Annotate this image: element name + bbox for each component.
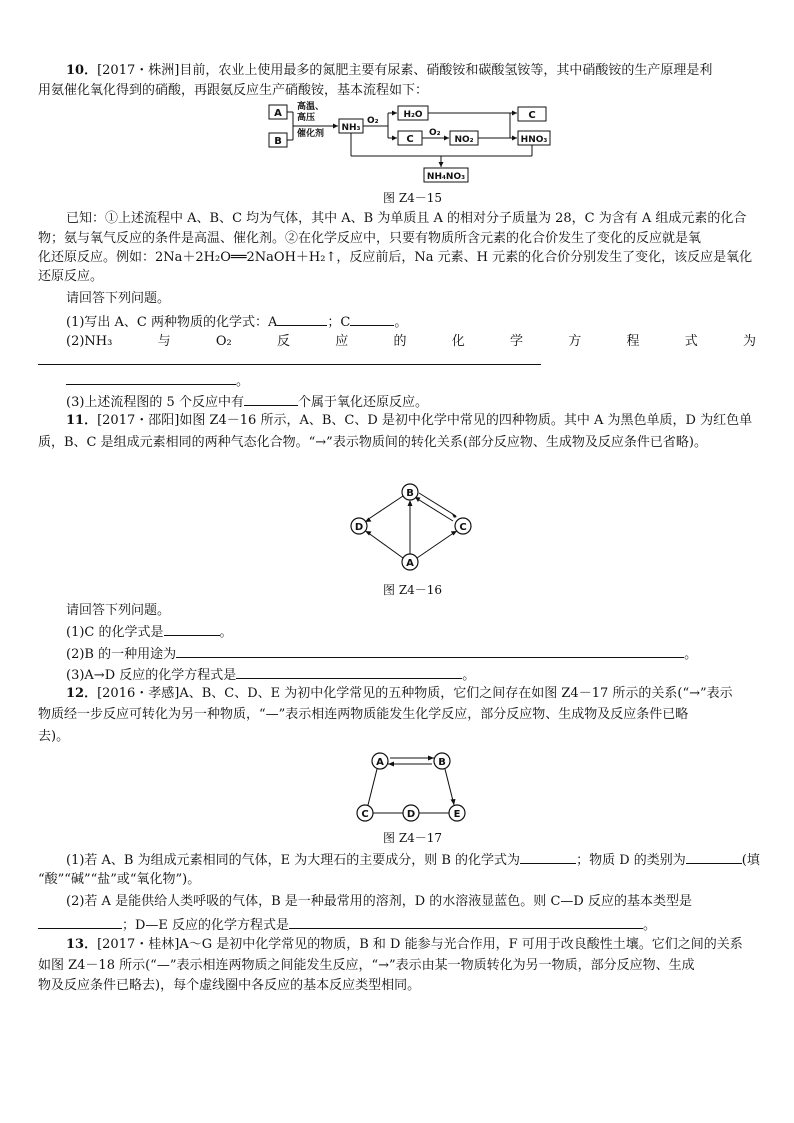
q13-stem-line1: 13．[2017・桂林]A～G 是初中化学常见的物质，B 和 D 能参与光合作用，F 可用于改良酸性土壤。它们之间的关系 xyxy=(66,937,743,952)
node-e: E xyxy=(453,809,461,820)
answer-blank[interactable] xyxy=(244,393,298,406)
q12-stem-line3: 去)。 xyxy=(38,729,70,744)
node-d: D xyxy=(406,809,416,820)
answer-blank[interactable] xyxy=(38,916,122,929)
answer-blank[interactable] xyxy=(164,623,220,636)
diagram-z4-17 xyxy=(352,748,470,826)
node-a: A xyxy=(406,558,414,569)
box-h2o: H₂O xyxy=(403,110,423,120)
q12-part2-line1: (2)若 A 是能供给人类呼吸的气体，B 是一种最常用的溶剂，D 的水溶液显蓝色。则 C—D 反应的基本类型是 xyxy=(66,894,692,909)
node-d: D xyxy=(354,522,364,533)
answer-blank[interactable] xyxy=(236,666,462,679)
answer-blank[interactable] xyxy=(277,313,327,326)
q10-part2-blank1 xyxy=(38,352,541,370)
q11-stem-line2: 质，B、C 是组成元素相同的两种气态化合物。“→”表示物质间的转化关系(部分反应物、生成物及反应条件已省略)。 xyxy=(38,435,707,450)
q12-part1-line2: “酸”“碱”“盐”或“氧化物”)。 xyxy=(38,872,201,887)
o2-label-2: O₂ xyxy=(429,128,441,138)
answer-blank[interactable] xyxy=(520,851,576,864)
q10-known-line3: 化还原反应。例如：2Na＋2H₂O══2NaOH＋H₂↑，反应前后，Na 元素、H 元素的化合价分别发生了变化，该反应是氧化 xyxy=(38,250,753,265)
q11-part2: (2)B 的一种用途为 。 xyxy=(66,647,698,662)
node-c: C xyxy=(361,809,369,820)
q12-part1: (1)若 A、B 为组成元素相同的气体，E 为大理石的主要成分，则 B 的化学式为 ；物质 D 的类别为 (填 xyxy=(66,853,760,868)
q10-stem-line2: 用氨催化氧化得到的硝酸，再跟氨反应生产硝酸铵，基本流程如下： xyxy=(38,83,429,98)
q10-part1: (1)写出 A、C 两种物质的化学式：A ；C 。 xyxy=(66,315,408,330)
q12-stem-line1: 12．[2016・孝感]A、B、C、D、E 为初中化学常见的五种物质，它们之间存在如图 Z4－17 所示的关系(“→”表示 xyxy=(66,686,733,701)
q12-part2-line2: ；D—E 反应的化学方程式是 。 xyxy=(38,916,656,934)
o2-label-1: O₂ xyxy=(367,116,379,126)
box-nh4no3: NH₄NO₃ xyxy=(426,172,466,182)
figure-caption-z4-15: 图 Z4－15 xyxy=(383,191,443,205)
q10-known-line1: 已知：①上述流程中 A、B、C 均为气体，其中 A、B 为单质且 A 的相对分子质量为 28，C 为含有 A 组成元素的化合 xyxy=(66,211,747,226)
q13-stem-line2: 如图 Z4－18 所示(“—”表示相连两物质之间能发生反应，“→”表示由某一物质转化为另一物质，部分反应物、生成 xyxy=(38,958,695,973)
node-b: B xyxy=(438,757,446,768)
figure-caption-z4-16: 图 Z4－16 xyxy=(383,583,443,597)
answer-blank[interactable] xyxy=(686,851,742,864)
q11-ask: 请回答下列问题。 xyxy=(66,603,171,618)
q10-stem-line1: 10．[2017・株洲]目前，农业上使用最多的氮肥主要有尿素、硝酸铵和碳酸氢铵等，其中硝酸铵的生产原理是利 xyxy=(66,63,713,78)
q12-stem-line2: 物质经一步反应可转化为另一种物质，“—”表示相连两物质能发生化学反应，部分反应物、生成物及反应条件已略 xyxy=(38,707,689,722)
box-c2: C xyxy=(528,110,536,121)
node-c: C xyxy=(459,522,467,533)
box-hno3: HNO₃ xyxy=(520,135,548,145)
node-b: B xyxy=(406,488,414,499)
q10-part3: (3)上述流程图的 5 个反应中有 个属于氧化还原反应。 xyxy=(66,395,428,410)
q11-part3: (3)A→D 反应的化学方程式是 。 xyxy=(66,668,476,683)
cond-label-1: 高温、 xyxy=(297,102,325,112)
answer-blank[interactable] xyxy=(38,352,541,365)
diagram-z4-16 xyxy=(345,480,480,575)
q10-known-line2: 物；氨与氧气反应的条件是高温、催化剂。②在化学反应中，只要有物质所含元素的化合价发生了变化的反应就是氧 xyxy=(38,231,702,246)
q13-stem-line3: 物及反应条件已略去)，每个虚线圈中各反应的基本反应类型相同。 xyxy=(38,978,421,993)
answer-blank[interactable] xyxy=(176,645,684,658)
answer-blank[interactable] xyxy=(289,916,643,929)
q11-stem-line1: 11．[2017・邵阳]如图 Z4－16 所示，A、B、C、D 是初中化学中常见的四种物质。其中 A 为黑色单质，D 为红色单 xyxy=(66,413,753,428)
flowchart-z4-15 xyxy=(266,100,556,186)
q10-part2: (2)NH₃ 与 O₂ 反 应 的 化 学 方 程 式 为 xyxy=(66,334,756,349)
box-b: B xyxy=(274,136,282,147)
q10-part2-blank2: 。 xyxy=(66,372,249,390)
cond-label-2: 高压 xyxy=(297,113,316,123)
node-a: A xyxy=(376,757,384,768)
q11-part1: (1)C 的化学式是 。 xyxy=(66,625,233,640)
cond-label-3: 催化剂 xyxy=(297,129,325,139)
box-a: A xyxy=(274,108,282,119)
figure-caption-z4-17: 图 Z4－17 xyxy=(383,831,443,845)
answer-blank[interactable] xyxy=(66,372,236,385)
q10-known-line4: 还原反应。 xyxy=(38,269,104,284)
box-c1: C xyxy=(406,134,414,145)
q10-ask: 请回答下列问题。 xyxy=(66,291,171,306)
box-no2: NO₂ xyxy=(454,135,474,145)
box-nh3: NH₃ xyxy=(341,123,361,133)
answer-blank[interactable] xyxy=(350,313,394,326)
